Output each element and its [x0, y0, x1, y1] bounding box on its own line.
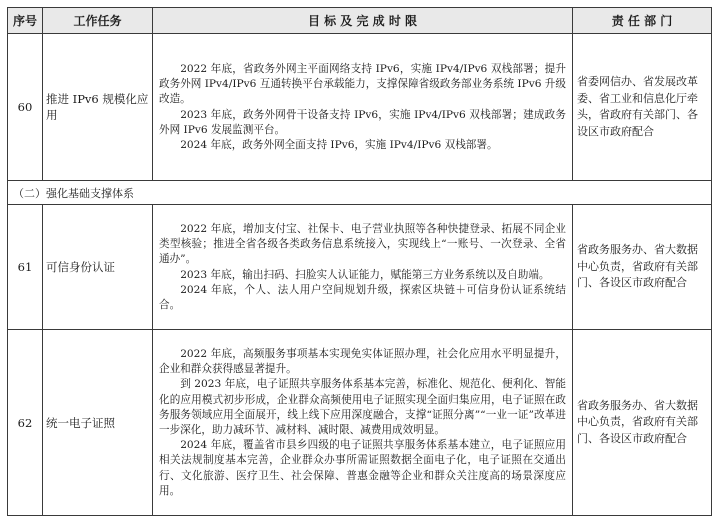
row-task: 推进 IPv6 规模化应用 — [43, 34, 153, 181]
header-seq: 序号 — [8, 8, 43, 34]
row-number: 61 — [8, 205, 43, 330]
row-dept: 省委网信办、省发展改革委、省工业和信息化厅牵头，省政府有关部门、各设区市政府配合 — [573, 34, 712, 181]
goal-paragraph: 2023 年底，政务外网骨干设备支持 IPv6，实施 IPv4/IPv6 双栈部署；建成政务外网 IPv6 发展监测平台。 — [159, 108, 566, 136]
goal-paragraph: 2024 年底，政务外网全面支持 IPv6，实施 IPv4/IPv6 双栈部署。 — [180, 138, 498, 151]
row-goals — [153, 330, 573, 516]
row-goals — [153, 34, 573, 181]
goal-paragraph: 2022 年底，高频服务事项基本实现免实体证照办理，社会化应用水平明显提升，企业和群众获得感显著提升。 — [159, 347, 566, 376]
row-number: 62 — [8, 330, 43, 516]
row-task: 可信身份认证 — [43, 205, 153, 330]
table-row — [8, 34, 712, 181]
row-number: 60 — [8, 34, 43, 181]
task-table — [7, 7, 712, 516]
row-goals — [153, 205, 573, 330]
goal-paragraph: 到 2023 年底，电子证照共享服务体系基本完善，标准化、规范化、便利化、智能化的应用模式初步形成，企业群众高频使用电子证照实现全面归集应用，电子证照在政务服务领域应用全面展开，线上线下应用深度融合，支撑“证照分离”“一业一证”改革进一步深化，助力减环节、减材料、减时限、减费用成效明显。 — [159, 378, 566, 436]
header-goal: 目 标 及 完 成 时 限 — [153, 8, 573, 34]
section-row — [8, 181, 712, 205]
goal-paragraph: 2024 年底，覆盖省市县乡四级的电子证照共享服务体系基本建立，电子证照应用相关法规制度基本完善，企业群众办事所需证照数据全面电子化，电子证照在交通出行、文化旅游、医疗卫生、社会保障、普惠金融等企业和群众关注度高的场景深度应用。 — [159, 439, 566, 497]
goal-paragraph: 2024 年底，个人、法人用户空间规划升级，探索区块链＋可信身份认证系统结合。 — [159, 283, 566, 311]
header-dept: 责 任 部 门 — [573, 8, 712, 34]
table-row — [8, 205, 712, 330]
row-task: 统一电子证照 — [43, 330, 153, 516]
header-task: 工作任务 — [43, 8, 153, 34]
goal-paragraph: 2022 年底，增加支付宝、社保卡、电子营业执照等各种快捷登录、拓展不同企业类型核验；推进全省各级各类政务信息系统接入，实现线上“一账号、一次登录、全省通办”。 — [159, 222, 566, 266]
goal-paragraph: 2022 年底，省政务外网主平面网络支持 IPv6，实施 IPv4/IPv6 双栈部署；提升政务外网 IPv4/IPv6 互通转换平台承载能力，支撑保障省级政务部业务系统 IPv6 升级改造。 — [159, 62, 566, 106]
row-dept: 省政务服务办、省大数据中心负责，省政府有关部门、各设区市政府配合 — [573, 205, 712, 330]
table-row — [8, 330, 712, 516]
goal-paragraph: 2023 年底，输出扫码、扫脸实人认证能力，赋能第三方业务系统以及自助端。 — [180, 268, 550, 281]
table-header-row — [8, 8, 712, 34]
row-dept: 省政务服务办、省大数据中心负责，省政府有关部门、各设区市政府配合 — [573, 330, 712, 516]
section-title: （二）强化基础支撑体系 — [8, 181, 712, 205]
